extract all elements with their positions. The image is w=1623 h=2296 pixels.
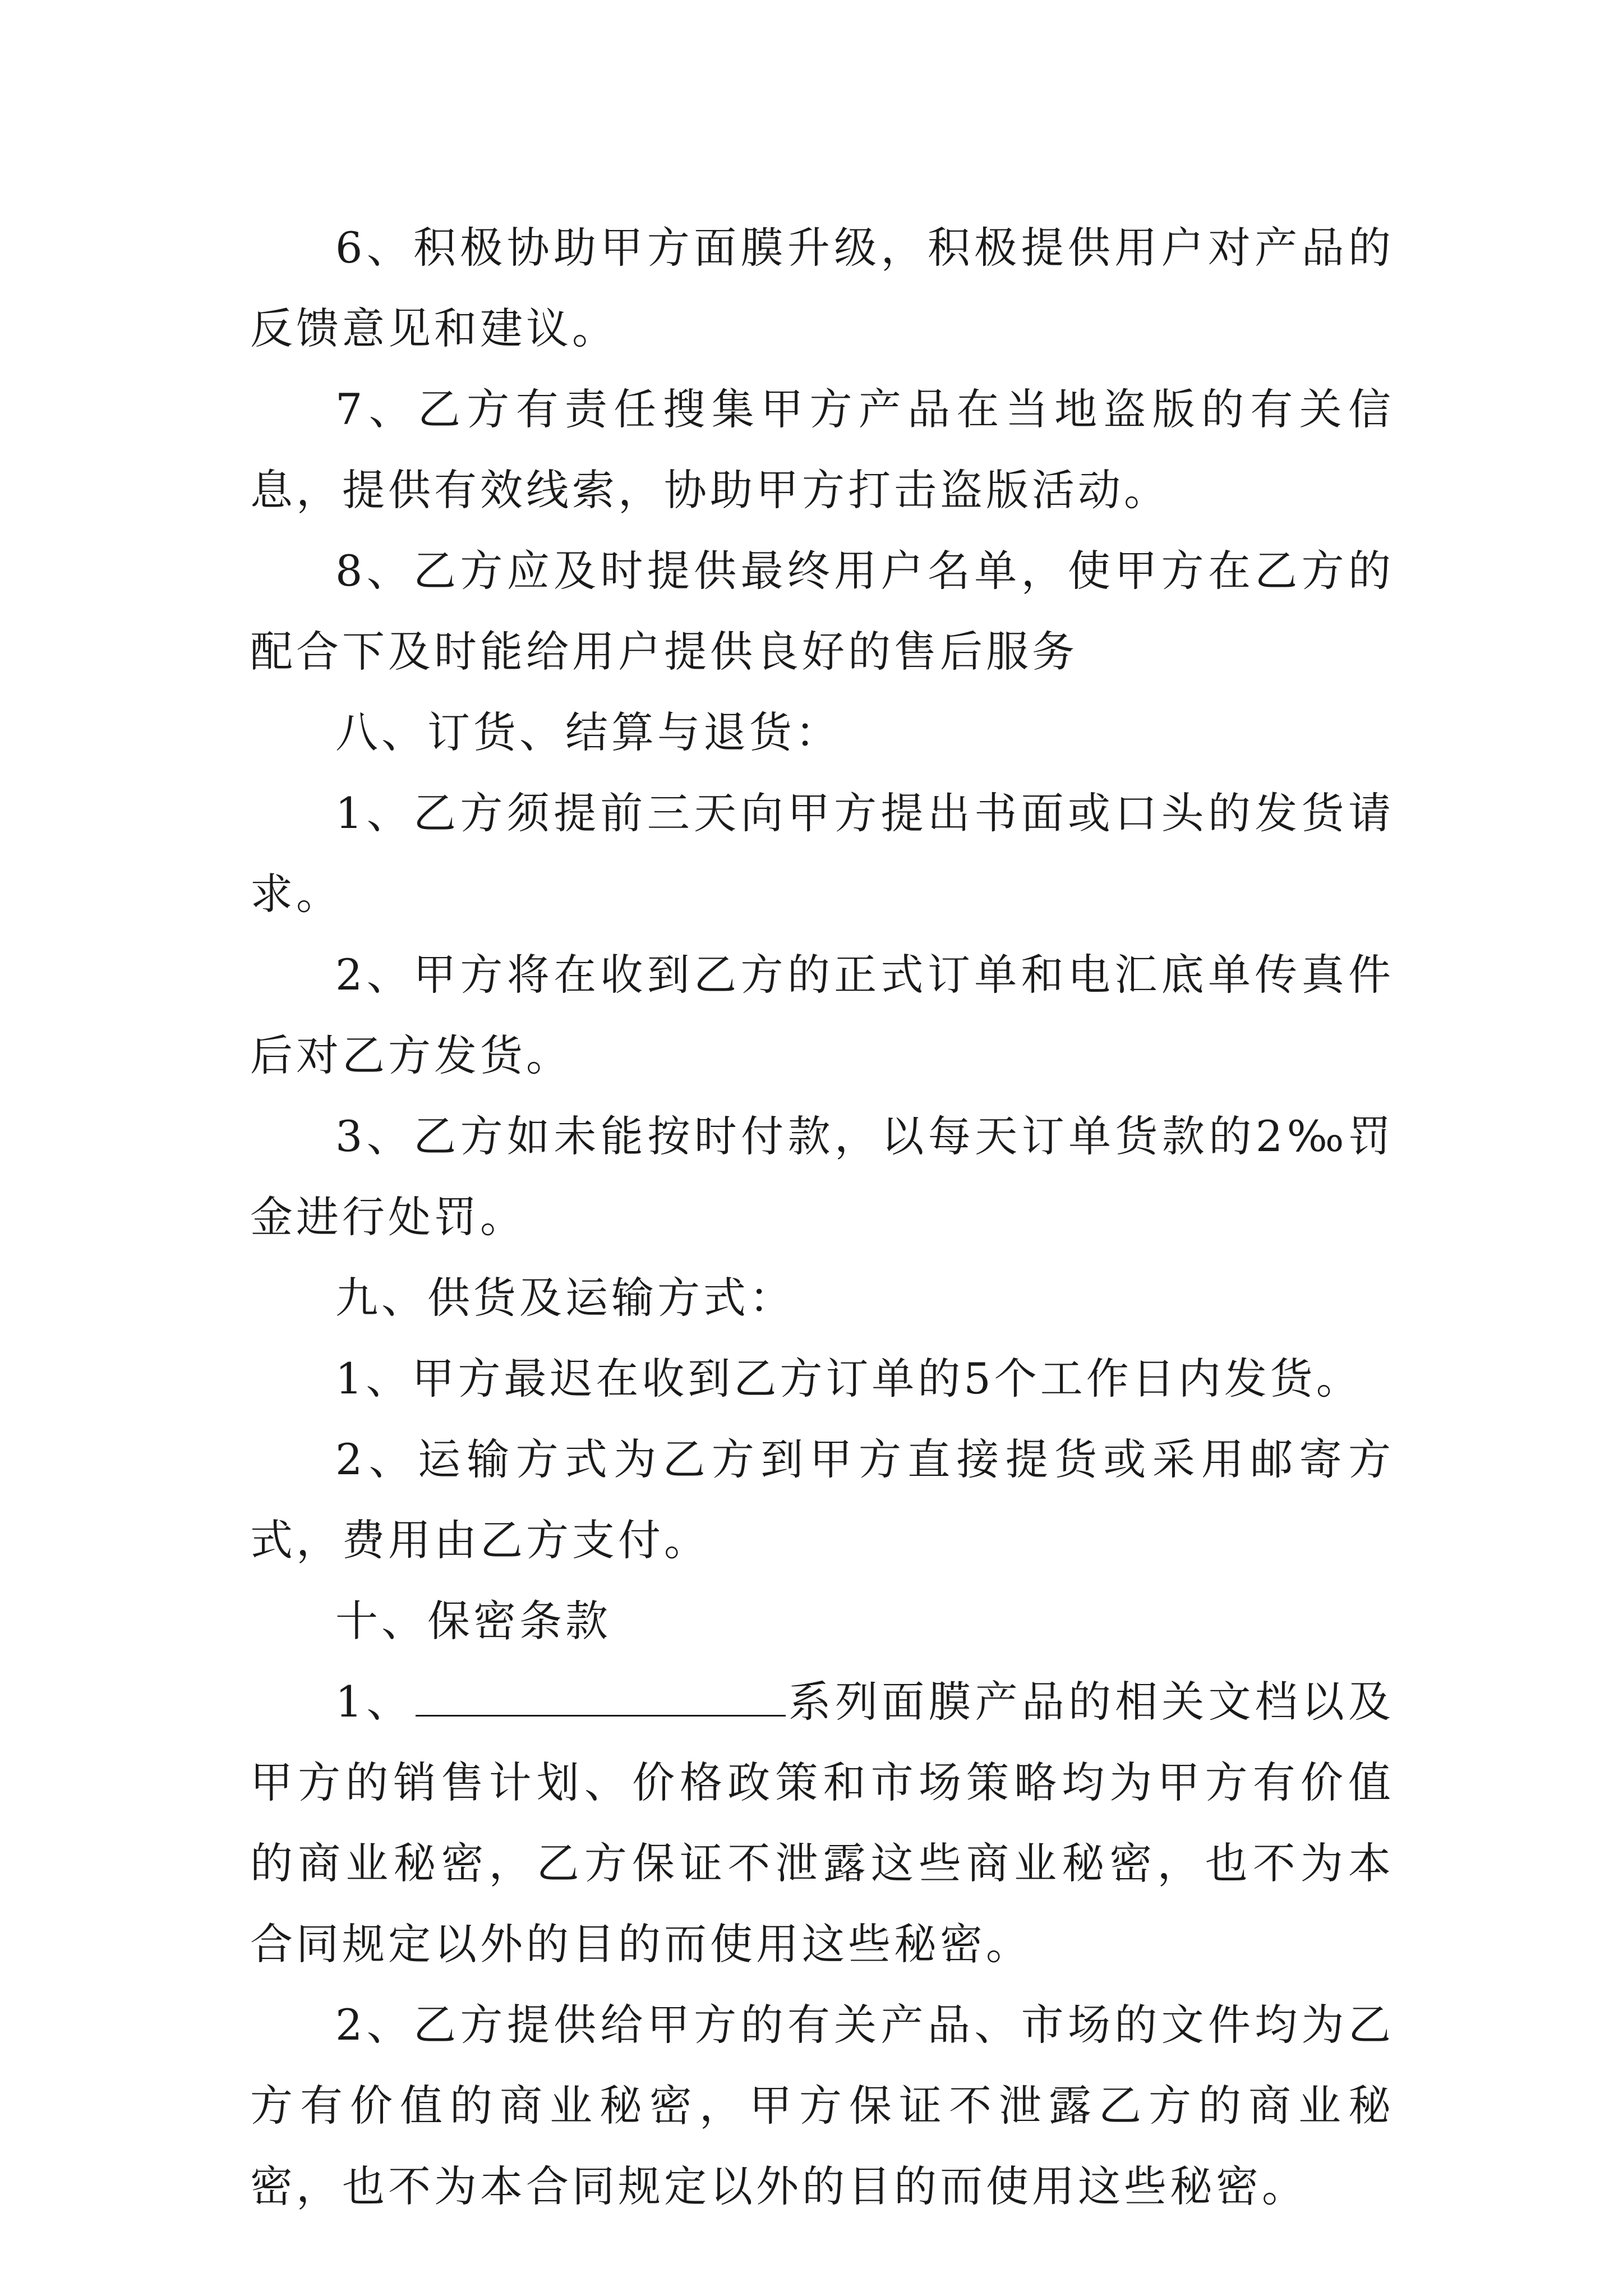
- clause-number: 1、: [335, 1677, 413, 1727]
- section-9-clause-2: 2、运输方式为乙方到甲方直接提货或采用邮寄方式，费用由乙方支付。: [250, 1434, 1394, 1565]
- section-9-heading: 九、供货及运输方式：: [335, 1273, 795, 1323]
- fill-in-blank-line: [416, 1672, 786, 1717]
- section-9-clause-1: 1、甲方最迟在收到乙方订单的5个工作日内发货。: [335, 1354, 1362, 1404]
- section-8-clause-2: 2、甲方将在收到乙方的正式订单和电汇底单传真件后对乙方发货。: [250, 950, 1394, 1080]
- section-10-clause-2: 2、乙方提供给甲方的有关产品、市场的文件均为乙方有价值的商业秘密，甲方保证不泄露乙方的商业秘密，也不为本合同规定以外的目的而使用这些秘密。: [250, 2000, 1394, 2211]
- section-8-clause-3: 3、乙方如未能按时付款，以每天订单货款的2‰罚金进行处罚。: [250, 1111, 1394, 1242]
- document-page: [250, 208, 1394, 2227]
- clause-6: 6、积极协助甲方面膜升级，积极提供用户对产品的反馈意见和建议。: [250, 223, 1394, 353]
- section-8-clause-1: 1、乙方须提前三天向甲方提出书面或口头的发货请求。: [250, 788, 1394, 919]
- clause-8: 8、乙方应及时提供最终用户名单，使甲方在乙方的配合下及时能给用户提供良好的售后服务: [250, 546, 1394, 677]
- section-8-heading: 八、订货、结算与退货：: [335, 707, 841, 757]
- clause-text: 系列面膜产品的相关文档以及甲方的销售计划、价格政策和市场策略均为甲方有价值的商业秘密，乙方保证不泄露这些商业秘密，也不为本合同规定以外的目的而使用这些秘密。: [250, 1677, 1395, 1969]
- section-10-heading: 十、保密条款: [335, 1596, 611, 1646]
- section-10-clause-1: [250, 1662, 1394, 1985]
- clause-7: 7、乙方有责任搜集甲方产品在当地盗版的有关信息，提供有效线索，协助甲方打击盗版活动。: [250, 384, 1394, 515]
